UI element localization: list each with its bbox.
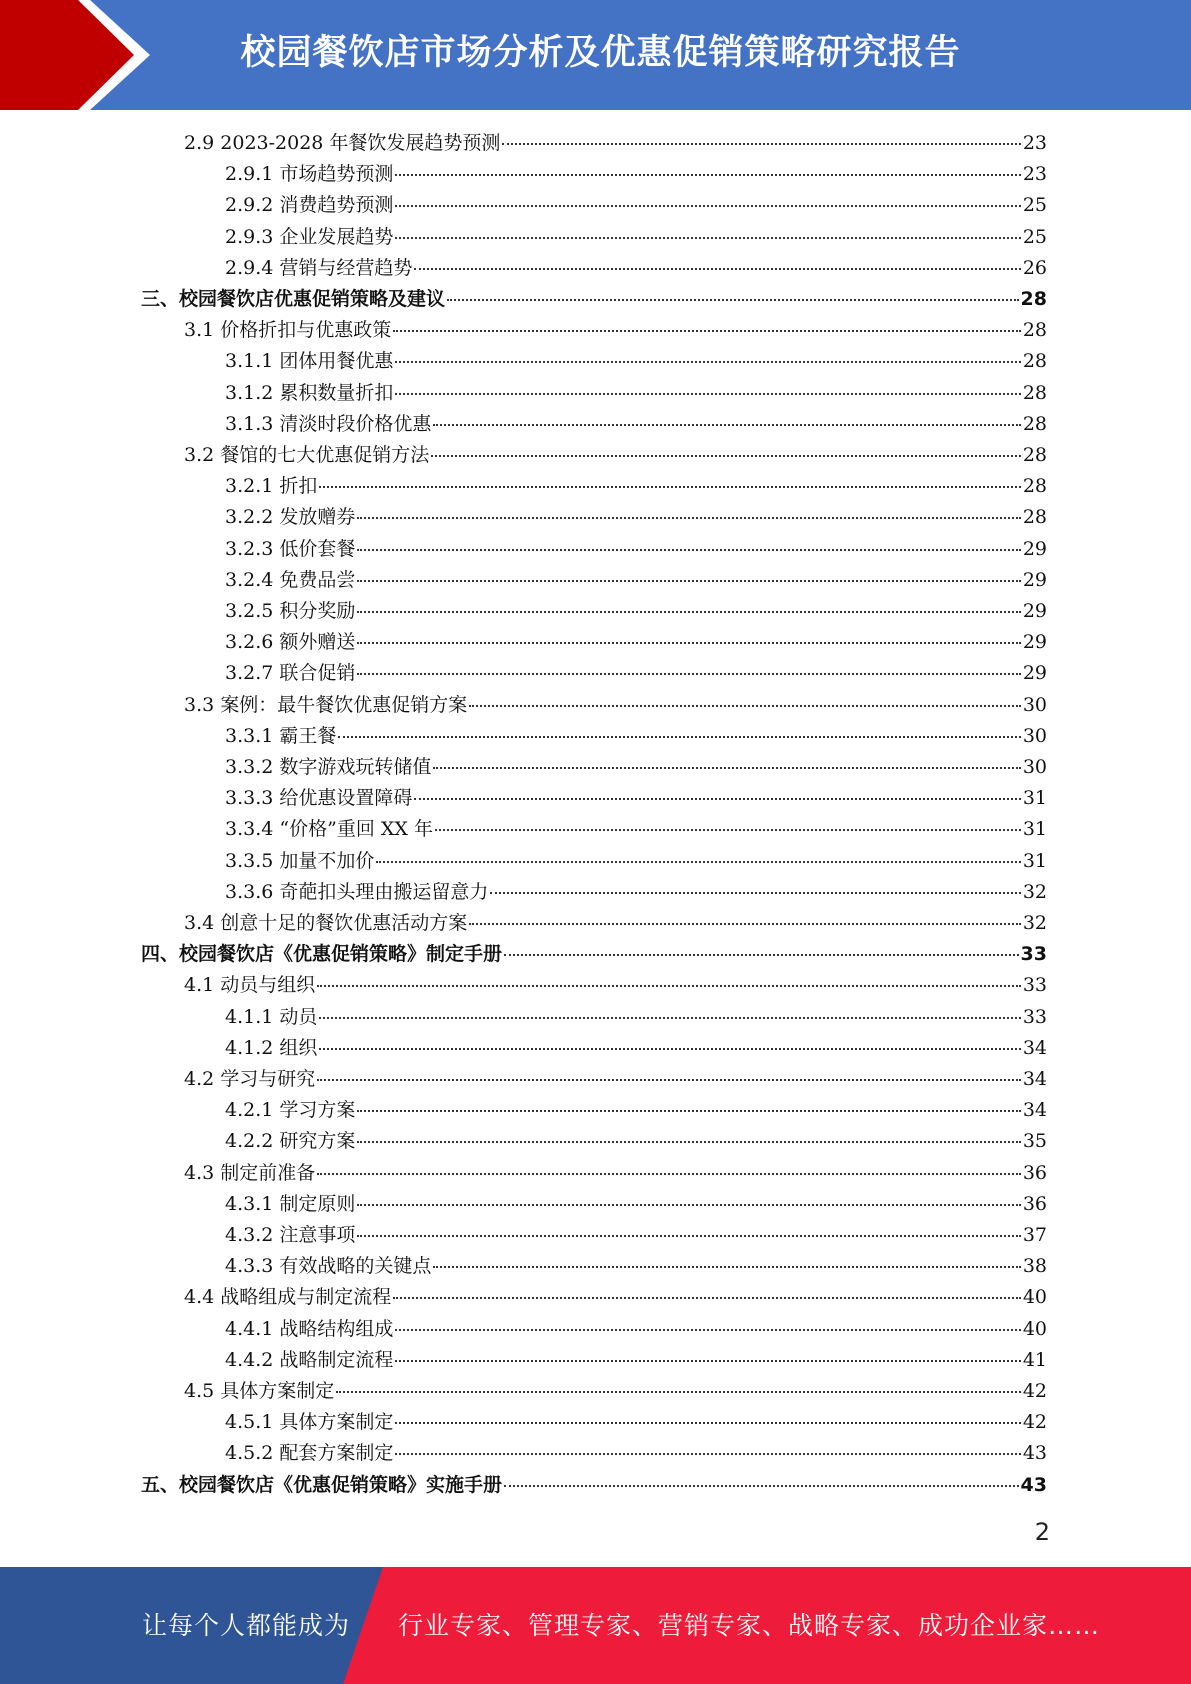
page-number: 2 [1034, 1518, 1050, 1546]
toc-entry[interactable] [184, 1158, 1047, 1189]
toc-leader-dots [447, 299, 1019, 301]
toc-entry-page: 33 [1020, 943, 1047, 966]
toc-entry-number: 3.3.2 [225, 756, 280, 778]
toc-leader-dots [395, 237, 1020, 239]
toc-entry-number: 3.2.1 [225, 475, 280, 498]
toc-entry[interactable] [225, 1314, 1047, 1345]
toc-leader-dots [317, 985, 1021, 987]
toc-entry-page: 28 [1022, 475, 1047, 498]
toc-entry[interactable] [184, 1064, 1047, 1095]
toc-entry-title: 数字游戏玩转储值 [279, 756, 432, 778]
toc-entry-title: 制定原则 [279, 1192, 356, 1215]
toc-leader-dots [336, 1391, 1021, 1393]
page-header [0, 0, 1191, 110]
toc-leader-dots [319, 486, 1020, 488]
toc-entry-title: 消费趋势预测 [279, 194, 394, 217]
toc-entry[interactable] [225, 253, 1047, 284]
toc-entry[interactable] [225, 814, 1047, 845]
toc-entry-page: 26 [1022, 256, 1047, 279]
toc-entry-title: 注意事项 [279, 1224, 356, 1246]
toc-entry-title: 企业发展趋势 [279, 225, 394, 248]
toc-entry[interactable] [225, 596, 1047, 627]
toc-entry-number: 2.9.2 [225, 194, 280, 217]
toc-entry-title: 额外赠送 [279, 631, 356, 654]
toc-entry-title: 具体方案制定 [279, 1411, 394, 1434]
toc-entry[interactable] [184, 1376, 1047, 1407]
toc-leader-dots [357, 580, 1020, 582]
toc-entry-page: 32 [1022, 912, 1047, 934]
toc-entry-page: 33 [1022, 1005, 1047, 1028]
toc-entry-number: 2.9.1 [225, 163, 280, 186]
footer-slogan-left: 让每个人都能成为 [142, 1611, 351, 1640]
toc-entry[interactable] [225, 346, 1047, 377]
toc-entry[interactable] [225, 752, 1047, 783]
toc-entry-title: 市场趋势预测 [279, 163, 394, 186]
toc-entry-title: 组织 [279, 1036, 318, 1059]
toc-entry[interactable] [225, 1126, 1047, 1157]
toc-entry-page: 34 [1022, 1068, 1047, 1090]
toc-entry-page: 28 [1022, 381, 1047, 404]
toc-entry-number: 3.3 [184, 693, 221, 716]
toc-entry-page: 40 [1022, 1286, 1047, 1309]
toc-entry[interactable] [184, 315, 1047, 346]
toc-leader-dots [357, 549, 1020, 551]
toc-leader-dots [414, 798, 1020, 800]
toc-entry-number: 3.3.3 [225, 787, 280, 810]
toc-entry-page: 37 [1022, 1224, 1047, 1246]
toc-entry-title: 战略结构组成 [279, 1317, 394, 1340]
toc-entry-number: 四、 [141, 943, 180, 966]
toc-entry[interactable] [225, 502, 1047, 533]
toc-entry-number: 4.3 [184, 1161, 221, 1184]
toc-entry[interactable] [225, 471, 1047, 502]
toc-entry-page: 25 [1022, 194, 1047, 217]
toc-leader-dots [395, 1360, 1020, 1362]
toc-entry-number: 4.3.1 [225, 1192, 280, 1215]
toc-entry-title: 校园餐饮店优惠促销策略及建议 [179, 288, 446, 310]
toc-entry-title: 积分奖励 [279, 600, 356, 622]
toc-entry[interactable] [225, 1220, 1047, 1251]
toc-entry-title: 创意十足的餐饮优惠活动方案 [220, 912, 468, 934]
toc-entry-number: 4.2 [184, 1068, 221, 1090]
toc-entry-page: 38 [1022, 1255, 1047, 1278]
toc-entry-number: 3.3.4 [225, 818, 280, 841]
toc-leader-dots [414, 268, 1020, 270]
toc-entry-number: 4.1 [184, 974, 221, 997]
toc-entry[interactable] [184, 970, 1047, 1001]
toc-leader-dots [504, 1485, 1019, 1487]
toc-entry-number: 4.5.1 [225, 1411, 280, 1434]
toc-entry-page: 28 [1020, 288, 1047, 310]
toc-entry[interactable] [225, 222, 1047, 253]
toc-entry-number: 3.3.6 [225, 880, 280, 903]
toc-entry-number: 3.2.3 [225, 537, 280, 560]
toc-entry-title: 战略制定流程 [279, 1348, 394, 1371]
toc-entry-title: 给优惠设置障碍 [279, 787, 413, 810]
toc-entry-number: 2.9.4 [225, 256, 280, 279]
toc-leader-dots [395, 1422, 1020, 1424]
toc-entry-title: 霸王餐 [279, 724, 337, 747]
toc-leader-dots [395, 205, 1020, 207]
toc-entry-page: 32 [1022, 880, 1047, 903]
toc-leader-dots [395, 1329, 1020, 1331]
toc-leader-dots [435, 829, 1021, 831]
toc-leader-dots [431, 455, 1021, 457]
toc-leader-dots [395, 1453, 1020, 1455]
toc-entry-title: 清淡时段价格优惠 [279, 412, 432, 435]
toc-entry-number: 3.4 [184, 912, 221, 934]
toc-entry-page: 29 [1022, 537, 1047, 560]
toc-leader-dots [504, 954, 1019, 956]
toc-entry-title: 联合促销 [279, 662, 356, 685]
page-footer [0, 1567, 1191, 1684]
toc-leader-dots [357, 642, 1020, 644]
toc-entry-page: 28 [1022, 319, 1047, 342]
toc-leader-dots [357, 1141, 1020, 1143]
toc-entry-title: 价格折扣与优惠政策 [220, 319, 392, 342]
toc-entry-title: 加量不加价 [279, 849, 375, 872]
toc-entry[interactable] [225, 783, 1047, 814]
toc-entry-title: 有效战略的关键点 [279, 1255, 432, 1278]
toc-entry-number: 4.5.2 [225, 1442, 280, 1465]
toc-entry-title: “价格”重回 XX 年 [279, 818, 433, 841]
footer-slogan-right: 行业专家、管理专家、营销专家、战略专家、成功企业家…… [398, 1611, 1101, 1640]
toc-entry-title: 案例：最牛餐饮优惠促销方案 [220, 693, 468, 716]
toc-entry[interactable] [141, 1470, 1047, 1501]
toc-entry[interactable] [225, 877, 1047, 908]
toc-leader-dots [469, 923, 1021, 925]
toc-entry[interactable] [225, 1407, 1047, 1438]
toc-leader-dots [317, 1079, 1021, 1081]
toc-entry[interactable] [184, 440, 1047, 471]
toc-leader-dots [433, 1266, 1020, 1268]
toc-leader-dots [490, 892, 1020, 894]
toc-entry-title: 动员 [279, 1005, 318, 1028]
toc-entry-number: 4.4.1 [225, 1317, 280, 1340]
toc-leader-dots [357, 1204, 1020, 1206]
toc-leader-dots [319, 1048, 1020, 1050]
toc-entry-number: 3.2.2 [225, 506, 280, 529]
toc-entry-page: 33 [1022, 974, 1047, 997]
toc-entry-page: 29 [1022, 662, 1047, 685]
toc-entry[interactable] [225, 1251, 1047, 1282]
toc-entry[interactable] [225, 627, 1047, 658]
toc-entry-page: 31 [1022, 849, 1047, 872]
toc-entry[interactable] [225, 190, 1047, 221]
toc-entry-page: 43 [1022, 1442, 1047, 1465]
toc-entry-number: 2.9.3 [225, 225, 280, 248]
toc-entry-page: 30 [1022, 756, 1047, 778]
toc-entry[interactable] [225, 846, 1047, 877]
toc-entry-page: 23 [1022, 132, 1047, 154]
toc-entry[interactable] [225, 409, 1047, 440]
toc-leader-dots [502, 143, 1020, 145]
toc-entry-title: 营销与经营趋势 [279, 256, 413, 279]
toc-leader-dots [393, 330, 1021, 332]
toc-entry-page: 30 [1022, 693, 1047, 716]
toc-entry-number: 3.1.1 [225, 350, 280, 373]
toc-entry-number: 3.3.1 [225, 724, 280, 747]
toc-leader-dots [317, 1173, 1021, 1175]
toc-entry-title: 学习与研究 [220, 1068, 316, 1090]
toc-entry-number: 三、 [141, 288, 180, 310]
toc-entry[interactable] [184, 690, 1047, 721]
toc-entry-page: 31 [1022, 818, 1047, 841]
toc-entry-number: 2.9 [184, 132, 221, 154]
toc-entry-number: 4.2.2 [225, 1130, 280, 1153]
toc-leader-dots [357, 611, 1020, 613]
toc-entry-number: 4.3.3 [225, 1255, 280, 1278]
report-title: 校园餐饮店市场分析及优惠促销策略研究报告 [240, 33, 961, 73]
toc-entry-page: 30 [1022, 724, 1047, 747]
toc-entry[interactable] [225, 565, 1047, 596]
toc-entry-title: 具体方案制定 [220, 1380, 335, 1402]
toc-entry-number: 3.2.5 [225, 600, 280, 622]
toc-entry-number: 4.3.2 [225, 1224, 280, 1246]
toc-entry-number: 4.1.2 [225, 1036, 280, 1059]
toc-entry-number: 3.1 [184, 319, 221, 342]
toc-leader-dots [338, 736, 1020, 738]
toc-entry[interactable] [225, 1189, 1047, 1220]
toc-entry-page: 36 [1022, 1192, 1047, 1215]
toc-entry-title: 战略组成与制定流程 [220, 1286, 392, 1309]
toc-entry-title: 学习方案 [279, 1099, 356, 1122]
toc-entry-title: 奇葩扣头理由搬运留意力 [279, 880, 489, 903]
toc-entry-page: 40 [1022, 1317, 1047, 1340]
toc-entry-title: 配套方案制定 [279, 1442, 394, 1465]
toc-entry-page: 28 [1022, 444, 1047, 466]
toc-entry[interactable] [141, 284, 1047, 315]
toc-entry[interactable] [225, 378, 1047, 409]
toc-leader-dots [395, 361, 1020, 363]
toc-entry-number: 3.1.2 [225, 381, 280, 404]
toc-leader-dots [357, 1235, 1020, 1237]
toc-entry-title: 2023-2028 年餐饮发展趋势预测 [220, 132, 501, 154]
toc-leader-dots [395, 393, 1020, 395]
toc-entry-number: 4.5 [184, 1380, 221, 1402]
toc-entry-title: 低价套餐 [279, 537, 356, 560]
toc-entry-title: 校园餐饮店《优惠促销策略》制定手册 [179, 943, 503, 966]
toc-entry[interactable] [184, 1282, 1047, 1313]
toc-entry-page: 31 [1022, 787, 1047, 810]
toc-entry[interactable] [225, 1033, 1047, 1064]
toc-entry[interactable] [225, 1438, 1047, 1469]
toc-leader-dots [433, 767, 1020, 769]
toc-entry[interactable] [225, 721, 1047, 752]
toc-entry-page: 29 [1022, 568, 1047, 591]
toc-entry[interactable] [141, 939, 1047, 970]
toc-leader-dots [393, 1297, 1021, 1299]
toc-entry-page: 42 [1022, 1380, 1047, 1402]
toc-leader-dots [469, 705, 1021, 707]
toc-entry-title: 餐馆的七大优惠促销方法 [220, 444, 430, 466]
toc-leader-dots [357, 673, 1020, 675]
toc-entry[interactable] [225, 1002, 1047, 1033]
toc-entry-number: 4.2.1 [225, 1099, 280, 1122]
toc-entry-page: 43 [1020, 1473, 1047, 1496]
toc-entry-page: 34 [1022, 1099, 1047, 1122]
toc-leader-dots [395, 174, 1020, 176]
toc-entry[interactable] [225, 534, 1047, 565]
toc-entry[interactable] [184, 908, 1047, 939]
toc-entry-page: 28 [1022, 350, 1047, 373]
toc-entry-title: 校园餐饮店《优惠促销策略》实施手册 [179, 1473, 503, 1496]
toc-leader-dots [319, 1017, 1020, 1019]
toc-entry-title: 折扣 [279, 475, 318, 498]
toc-entry-page: 25 [1022, 225, 1047, 248]
toc-leader-dots [433, 424, 1020, 426]
toc-leader-dots [357, 1110, 1020, 1112]
toc-leader-dots [357, 517, 1020, 519]
toc-entry-number: 3.2 [184, 444, 221, 466]
toc-entry-number: 3.1.3 [225, 412, 280, 435]
toc-entry-title: 研究方案 [279, 1130, 356, 1153]
toc-entry-page: 29 [1022, 600, 1047, 622]
toc-entry-page: 41 [1022, 1348, 1047, 1371]
toc-entry[interactable] [225, 658, 1047, 689]
toc-entry-page: 28 [1022, 412, 1047, 435]
toc-entry[interactable] [225, 1095, 1047, 1126]
toc-entry[interactable] [184, 128, 1047, 159]
toc-entry-title: 免费品尝 [279, 568, 356, 591]
toc-entry-page: 36 [1022, 1161, 1047, 1184]
toc-entry-title: 发放赠券 [279, 506, 356, 529]
toc-entry-number: 五、 [141, 1473, 180, 1496]
toc-entry-page: 34 [1022, 1036, 1047, 1059]
toc-entry-number: 3.2.4 [225, 568, 280, 591]
toc-entry-title: 动员与组织 [220, 974, 316, 997]
toc-entry-page: 23 [1022, 163, 1047, 186]
toc-leader-dots [376, 861, 1020, 863]
toc-entry-number: 3.2.6 [225, 631, 280, 654]
toc-entry-number: 4.4.2 [225, 1348, 280, 1371]
toc-entry-title: 累积数量折扣 [279, 381, 394, 404]
toc-entry-number: 4.1.1 [225, 1005, 280, 1028]
toc-entry-page: 28 [1022, 506, 1047, 529]
toc-entry[interactable] [225, 159, 1047, 190]
toc-entry-page: 42 [1022, 1411, 1047, 1434]
toc-entry-page: 29 [1022, 631, 1047, 654]
toc-entry-number: 3.3.5 [225, 849, 280, 872]
toc-entry-number: 3.2.7 [225, 662, 280, 685]
toc-entry[interactable] [225, 1345, 1047, 1376]
toc-entry-title: 制定前准备 [220, 1161, 316, 1184]
toc-entry-page: 35 [1022, 1130, 1047, 1153]
toc-entry-number: 4.4 [184, 1286, 221, 1309]
toc-entry-title: 团体用餐优惠 [279, 350, 394, 373]
